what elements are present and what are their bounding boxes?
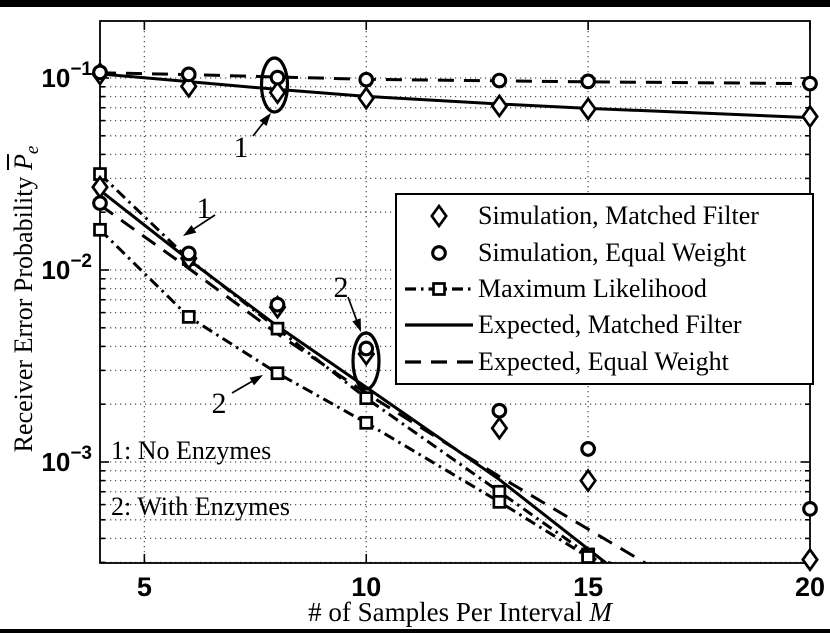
legend-label: Simulation, Matched Filter [478, 201, 759, 231]
dashdot-square-line-icon [403, 274, 475, 304]
svg-text:1: 1 [196, 192, 212, 225]
y-axis-symbol: $\overline{P}$ [9, 154, 38, 171]
legend-row-maximum-likelihood [403, 272, 808, 306]
svg-text:2: 2 [333, 271, 349, 304]
bottom-border-bar [0, 629, 830, 633]
legend-label: Simulation, Equal Weight [478, 237, 747, 267]
x-axis-label-text: # of Samples Per Interval [308, 597, 583, 627]
legend-row-expected-matched-filter [403, 308, 808, 342]
series-markers-sim-mf-1 [93, 64, 817, 127]
svg-text:10−2: $10^{-2}$ [41, 251, 92, 285]
circle-marker-icon [403, 238, 475, 268]
legend-label: Expected, Matched Filter [478, 310, 742, 340]
legend-row-sim-equal-weight [403, 236, 808, 270]
svg-text:1: 1 [233, 131, 249, 164]
svg-text:5: 5 [136, 572, 152, 602]
y-axis-symbol-subscript: e [22, 145, 44, 155]
legend [395, 193, 814, 385]
svg-text:10−1: $10^{-1}$ [41, 59, 92, 93]
dashed-line-icon [403, 347, 475, 377]
solid-line-icon [403, 310, 475, 340]
legend-label: Expected, Equal Weight [478, 346, 729, 376]
diamond-marker-icon [403, 201, 475, 231]
svg-text:2: 2 [211, 387, 227, 420]
x-axis-label [230, 597, 690, 628]
svg-text:10: 10 [351, 572, 382, 602]
annotations [183, 58, 379, 420]
x-axis-symbol: M [589, 597, 612, 627]
legend-row-sim-matched-filter [403, 199, 808, 233]
y-axis-label-text: Receiver Error Probability [9, 176, 38, 453]
annotation-note-with-enzymes: 2: With Enzymes [111, 492, 291, 521]
legend-label: Maximum Likelihood [478, 273, 707, 303]
annotation-note-no-enzymes: 1: No Enzymes [111, 436, 272, 465]
svg-text:15: 15 [573, 572, 604, 602]
svg-text:10−3: $10^{-3}$ [41, 443, 92, 477]
series-line-exp-mf-1 [100, 74, 810, 118]
svg-text:20: 20 [794, 572, 826, 602]
y-axis-label [9, 84, 44, 514]
legend-row-expected-equal-weight [403, 345, 808, 379]
